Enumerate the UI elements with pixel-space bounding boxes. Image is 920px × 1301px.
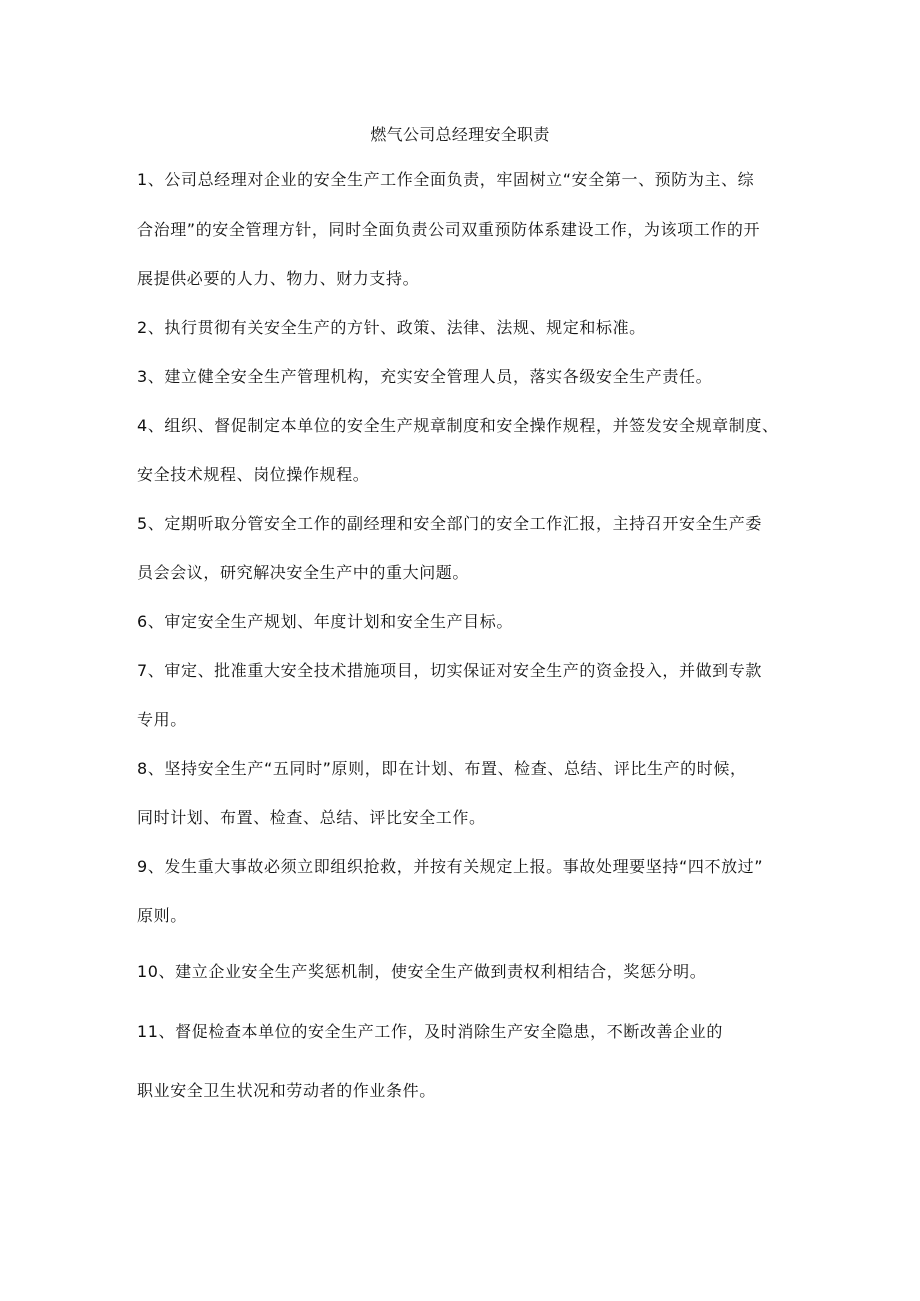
- paragraph-7-line-1: 7、审定、批准重大安全技术措施项目，切实保证对安全生产的资金投入，并做到专款: [137, 661, 762, 680]
- paragraph-4-line-2: 安全技术规程、岗位操作规程。: [137, 465, 370, 484]
- document-title: 燃气公司总经理安全职责: [370, 125, 550, 144]
- paragraph-5-line-1: 5、定期听取分管安全工作的副经理和安全部门的安全工作汇报，主持召开安全生产委: [137, 514, 762, 533]
- paragraph-11-line-2: 职业安全卫生状况和劳动者的作业条件。: [137, 1081, 436, 1100]
- paragraph-1-line-2: 合治理”的安全管理方针，同时全面负责公司双重预防体系建设工作，为该项工作的开: [137, 220, 761, 239]
- paragraph-7-line-2: 专用。: [137, 710, 187, 729]
- paragraph-3: 3、建立健全安全生产管理机构，充实安全管理人员，落实各级安全生产责任。: [137, 367, 713, 386]
- paragraph-5-line-2: 员会会议，研究解决安全生产中的重大问题。: [137, 563, 470, 582]
- paragraph-11-line-1: 11、督促检查本单位的安全生产工作，及时消除生产安全隐患，不断改善企业的: [137, 1022, 723, 1041]
- paragraph-9-line-2: 原则。: [137, 906, 187, 925]
- paragraph-1-line-3: 展提供必要的人力、物力、财力支持。: [137, 269, 420, 288]
- paragraph-4-line-1: 4、组织、督促制定本单位的安全生产规章制度和安全操作规程，并签发安全规章制度、: [137, 416, 779, 435]
- paragraph-8-line-1: 8、坚持安全生产“五同时”原则，即在计划、布置、检查、总结、评比生产的时候，: [137, 759, 747, 778]
- paragraph-2: 2、执行贯彻有关安全生产的方针、政策、法律、法规、规定和标准。: [137, 318, 646, 337]
- paragraph-6: 6、审定安全生产规划、年度计划和安全生产目标。: [137, 612, 513, 631]
- paragraph-9-line-1: 9、发生重大事故必须立即组织抢救，并按有关规定上报。事故处理要坚持“四不放过”: [137, 857, 764, 876]
- paragraph-10: 10、建立企业安全生产奖惩机制，使安全生产做到责权利相结合，奖惩分明。: [137, 962, 707, 981]
- paragraph-1-line-1: 1、公司总经理对企业的安全生产工作全面负责，牢固树立“安全第一、预防为主、综: [137, 170, 755, 189]
- paragraph-8-line-2: 同时计划、布置、检查、总结、评比安全工作。: [137, 808, 486, 827]
